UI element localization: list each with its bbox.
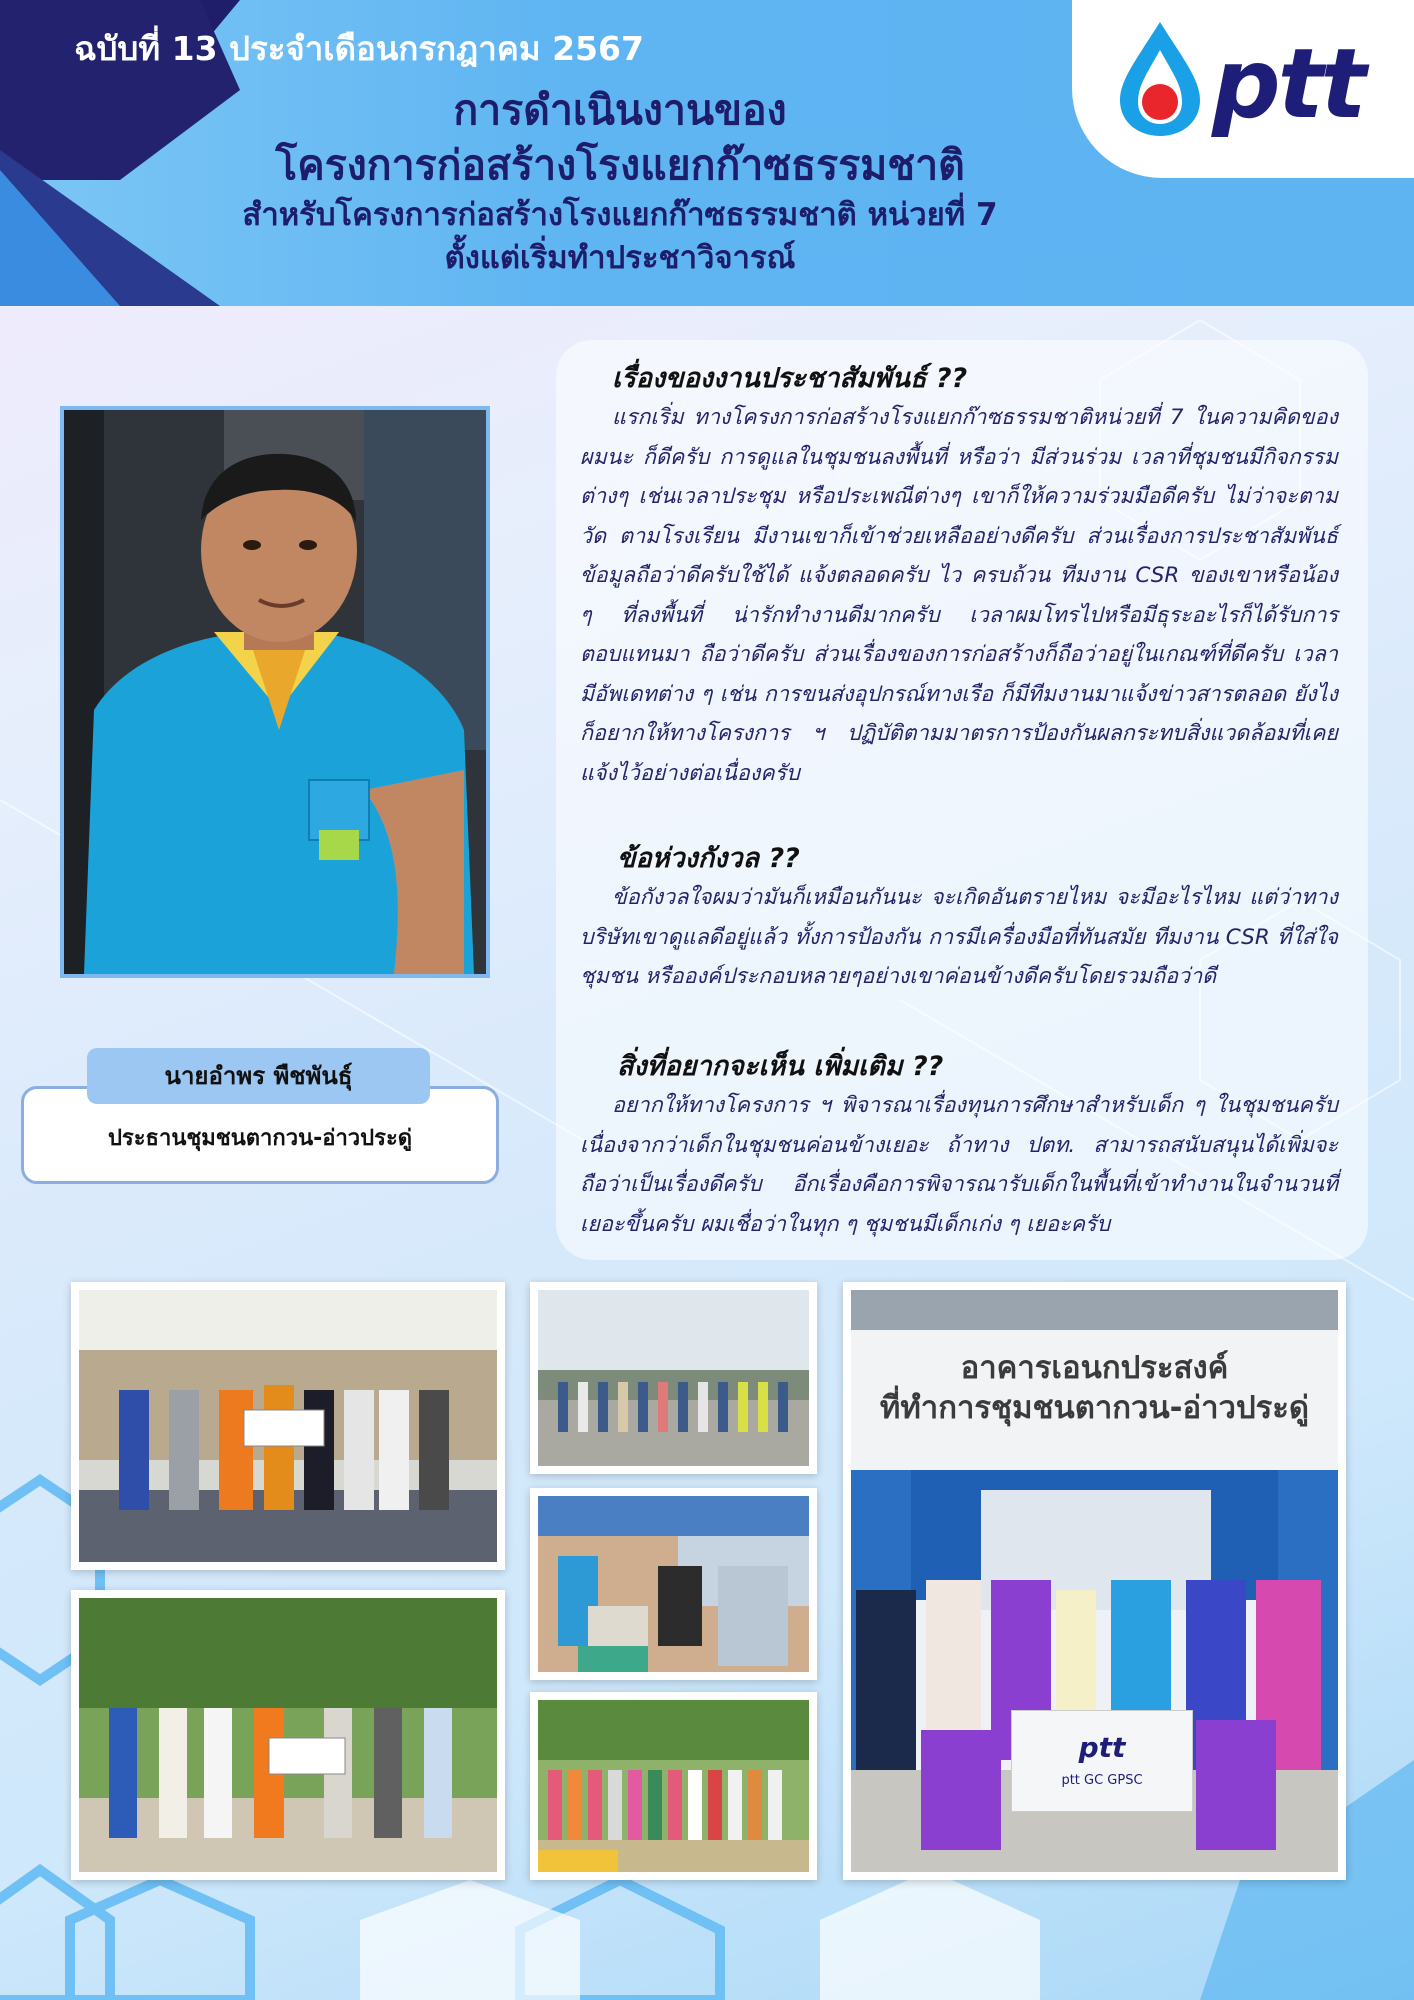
issue-label: ฉบับที่ 13 ประจำเดือนกรกฎาคม 2567 (74, 29, 644, 68)
header-banner (0, 0, 1414, 306)
photo-outdoor-image (79, 1598, 497, 1872)
page-title (200, 84, 1040, 280)
photo-festival-image (538, 1700, 809, 1872)
photo-outdoor-group (71, 1590, 505, 1880)
title-line-3: สำหรับโครงการก่อสร้างโรงแยกก๊าซธรรมชาติ หน่วยที่ 7 (242, 197, 998, 233)
person-name: นายอำพร พืชพันธุ์ (87, 1048, 430, 1104)
banner-sublogos: ptt GC GPSC (1061, 1773, 1143, 1788)
photo-festival (530, 1692, 817, 1880)
photo-field-image (538, 1290, 809, 1466)
paragraph-public-relations: แรกเริ่ม ทางโครงการก่อสร้างโรงแยกก๊าซธรรมชาติหน่วยที่ 7 ในความคิดของผมนะ ก็ดีครับ การดูแลในชุมชนลงพื้นที่ หรือว่า มีส่วนร่วม เวลาที่ชุมชนมีกิจกรรมต่างๆ เช่นเวลาประชุม หรือประเพณีต่างๆ เขาก็ให้ความร่วมมือดีครับ ไม่ว่าจะตาม วัด ตามโรงเรียน มีงานเขาก็เข้าช่วยเหลืออย่างดีครับ ส่วนเรื่องการประชาสัมพันธ์ข้อมูลถือว่าดีครับใช้ได้ แจ้งตลอดครับ ไว ครบถ้วน ทีมงาน CSR ของเขาหรือน้อง ๆ ที่ลงพื้นที่ น่ารักทำงานดีมากครับ เวลาผมโทรไปหรือมีธุระอะไรก็ได้รับการตอบแทนมา ถือว่าดีครับ ส่วนเรื่องของการก่อสร้างก็ถือว่าอยู่ในเกณฑ์ที่ดีครับ เวลามีอัพเดทต่าง ๆ เช่น การขนส่งอุปกรณ์ทางเรือ ก็มีทีมงานมาแจ้งข่าวสารตลอด ยังไงก็อยากให้ทางโครงการ ฯ ปฏิบัติตามมาตรการป้องกันผลกระทบสิ่งแวดล้อมที่เคยแจ้งไว้อย่างต่อเนื่องครับ (580, 405, 1338, 786)
heading-public-relations: เรื่องของงานประชาสัมพันธ์ ?? (612, 363, 968, 394)
person-role: ประธานชุมชนตากวน-อ่าวประดู่ (107, 1126, 413, 1151)
paragraph-wishes: อยากให้ทางโครงการ ฯ พิจารณาเรื่องทุนการศึกษาสำหรับเด็ก ๆ ในชุมชนครับ เนื่องจากว่าเด็กในชุมชนค่อนข้างเยอะ ถ้าทาง ปตท. สามารถสนับสนุนได้เพิ่มจะถือว่าเป็นเรื่องดีครับ อีกเรื่องคือการพิจารณารับเด็กในพื้นที่เข้าทำงานในจำนวนที่เยอะขึ้นครับ ผมเชื่อว่าในทุก ๆ ชุมชนมีเด็กเก่ง ๆ เยอะครับ (580, 1093, 1338, 1237)
portrait-image (64, 410, 486, 974)
ptt-logo (1072, 0, 1414, 178)
photo-meeting (530, 1488, 817, 1680)
ptt-logo-text: ptt (1212, 28, 1364, 140)
heading-concerns: ข้อห่วงกังวล ?? (617, 843, 800, 874)
photo-meeting-image (538, 1496, 809, 1672)
title-line-1: การดำเนินงานของ (453, 86, 787, 134)
community-building-sign: อาคารเอนกประสงค์ ที่ทำการชุมชนตากวน-อ่าวประดู่ (879, 1350, 1310, 1426)
photo-temple-donation (71, 1282, 505, 1570)
photo-temple-image (79, 1290, 497, 1562)
photo-community-building (843, 1282, 1346, 1880)
ptt-group-banner (1011, 1710, 1193, 1812)
title-line-2: โครงการก่อสร้างโรงแยกก๊าซธรรมชาติ (275, 141, 965, 189)
portrait-photo (60, 406, 490, 978)
ptt-flame-icon (1116, 20, 1204, 138)
banner-logo-text: ptt (1078, 1731, 1126, 1764)
photo-field-visit (530, 1282, 817, 1474)
paragraph-concerns: ข้อกังวลใจผมว่ามันก็เหมือนกันนะ จะเกิดอันตรายไหม จะมีอะไรไหม แต่ว่าทางบริษัทเขาดูแลดีอยู่แล้ว ทั้งการป้องกัน การมีเครื่องมือที่ทันสมัย ทีมงาน CSR ที่ใส่ใจชุมชน หรือองค์ประกอบหลายๆอย่างเขาค่อนข้างดีครับโดยรวมถือว่าดี (580, 885, 1338, 989)
heading-wishes: สิ่งที่อยากจะเห็น เพิ่มเติม ?? (617, 1051, 944, 1082)
title-line-4: ตั้งแต่เริ่มทำประชาวิจารณ์ (444, 240, 796, 276)
